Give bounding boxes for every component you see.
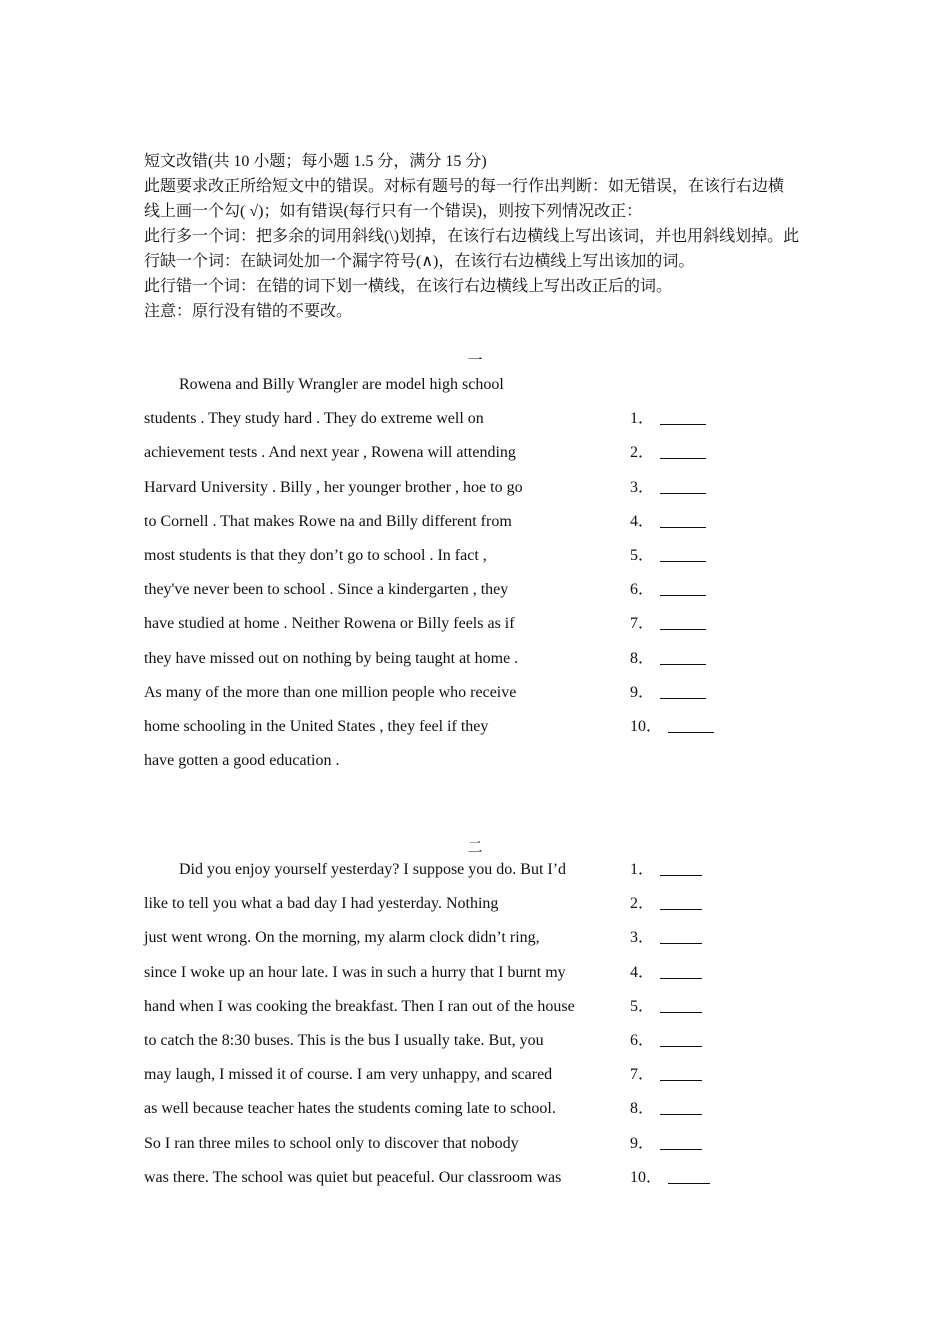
question-number: 10． [630, 717, 663, 735]
passage-line [144, 436, 784, 470]
answer-blank[interactable] [660, 859, 702, 876]
line-text: Harvard University . Billy , her younger brother , hoe to go [144, 478, 523, 496]
answer-slot [630, 1127, 702, 1161]
answer-slot [630, 1092, 702, 1126]
line-text: was there. The school was quiet but peaceful. Our classroom was [144, 1168, 562, 1186]
line-text: So I ran three miles to school only to discover that nobody [144, 1134, 519, 1152]
section-2-mark: 二 [467, 840, 483, 856]
answer-slot [630, 505, 706, 539]
answer-slot [630, 676, 706, 710]
line-text: have gotten a good education . [144, 752, 340, 770]
answer-blank[interactable] [660, 1030, 702, 1047]
question-number: 3． [630, 929, 655, 947]
passage-line [144, 1127, 784, 1161]
question-number: 4． [630, 512, 655, 530]
answer-blank[interactable] [660, 408, 706, 425]
passage-line [144, 744, 784, 778]
line-text: just went wrong. On the morning, my alarm clock didn’t ring, [144, 929, 540, 947]
answer-blank[interactable] [660, 682, 706, 699]
passage-1 [144, 368, 784, 778]
line-text: as well because teacher hates the students coming late to school. [144, 1100, 556, 1118]
answer-blank[interactable] [668, 716, 714, 733]
passage-line [144, 402, 784, 436]
answer-blank[interactable] [660, 579, 706, 596]
answer-slot [630, 607, 706, 641]
passage-line [144, 505, 784, 539]
passage-line [144, 1092, 784, 1126]
instructions-block [144, 149, 814, 324]
answer-slot [630, 1058, 702, 1092]
line-text: have studied at home . Neither Rowena or Billy feels as if [144, 615, 515, 633]
answer-slot [630, 471, 706, 505]
line-text: they have missed out on nothing by being taught at home . [144, 649, 519, 667]
passage-line [144, 573, 784, 607]
passage-line [144, 853, 784, 887]
line-text: As many of the more than one million people who receive [144, 683, 517, 701]
question-number: 7． [630, 1066, 655, 1084]
answer-blank[interactable] [660, 1098, 702, 1115]
question-number: 1． [630, 410, 655, 428]
question-number: 6． [630, 581, 655, 599]
answer-slot [630, 887, 702, 921]
instructions-line: 行缺一个词：在缺词处加一个漏字符号(∧)，在该行右边横线上写出该加的词。 [144, 253, 695, 270]
answer-slot [630, 539, 706, 573]
line-text: Rowena and Billy Wrangler are model high school [179, 376, 504, 393]
answer-slot [630, 956, 702, 990]
answer-slot [630, 921, 702, 955]
line-text: home schooling in the United States , they feel if they [144, 717, 489, 735]
answer-blank[interactable] [660, 893, 702, 910]
question-number: 3． [630, 478, 655, 496]
question-number: 4． [630, 963, 655, 981]
question-number: 7． [630, 615, 655, 633]
line-text: may laugh, I missed it of course. I am very unhappy, and scared [144, 1066, 553, 1084]
answer-blank[interactable] [660, 1064, 702, 1081]
answer-slot [630, 1024, 702, 1058]
answer-blank[interactable] [660, 511, 706, 528]
question-number: 8． [630, 649, 655, 667]
passage-line [144, 607, 784, 641]
answer-blank[interactable] [660, 442, 706, 459]
question-number: 9． [630, 683, 655, 701]
passage-line [144, 368, 784, 402]
line-text: students . They study hard . They do extreme well on [144, 410, 484, 428]
passage-2 [144, 853, 784, 1195]
passage-line [144, 471, 784, 505]
instructions-line: 此题要求改正所给短文中的错误。对标有题号的每一行作出判断：如无错误，在该行右边横 [144, 178, 785, 195]
line-text: hand when I was cooking the breakfast. Then I ran out of the house [144, 997, 575, 1015]
instructions-note: 注意：原行没有错的不要改。 [144, 303, 353, 320]
answer-slot [630, 573, 706, 607]
instructions-line: 此行错一个词：在错的词下划一横线，在该行右边横线上写出改正后的词。 [144, 278, 673, 295]
section-1-mark: 一 [467, 353, 483, 369]
question-number: 5． [630, 997, 655, 1015]
question-number: 10． [630, 1168, 663, 1186]
answer-slot [630, 1161, 710, 1195]
passage-line [144, 956, 784, 990]
passage-line [144, 539, 784, 573]
passage-line [144, 990, 784, 1024]
line-text: most students is that they don’t go to school . In fact , [144, 546, 487, 564]
answer-blank[interactable] [660, 613, 706, 630]
line-text: since I woke up an hour late. I was in such a hurry that I burnt my [144, 963, 566, 981]
passage-line [144, 887, 784, 921]
question-number: 1． [630, 861, 655, 878]
passage-line [144, 1161, 784, 1195]
answer-slot [630, 436, 706, 470]
answer-slot [630, 710, 714, 744]
question-number: 2． [630, 895, 655, 913]
answer-blank[interactable] [660, 996, 702, 1013]
instructions-title: 短文改错(共 10 小题；每小题 1.5 分，满分 15 分) [144, 153, 487, 170]
question-number: 5． [630, 546, 655, 564]
line-text: achievement tests . And next year , Rowena will attending [144, 444, 516, 462]
answer-blank[interactable] [660, 962, 702, 979]
line-text: to catch the 8:30 buses. This is the bus I usually take. But, you [144, 1031, 544, 1049]
line-text: to Cornell . That makes Rowe na and Billy different from [144, 512, 512, 530]
question-number: 8． [630, 1100, 655, 1118]
instructions-line: 线上画一个勾( √)；如有错误(每行只有一个错误)，则按下列情况改正： [144, 203, 643, 220]
answer-slot [630, 853, 702, 887]
answer-slot [630, 402, 706, 436]
answer-blank[interactable] [660, 545, 706, 562]
answer-slot [630, 990, 702, 1024]
line-text: they've never been to school . Since a kindergarten , they [144, 581, 509, 599]
answer-slot [630, 642, 706, 676]
passage-line [144, 676, 784, 710]
answer-blank[interactable] [668, 1167, 710, 1184]
passage-line [144, 710, 784, 744]
line-text: Did you enjoy yourself yesterday? I suppose you do. But I’d [179, 861, 567, 878]
question-number: 2． [630, 444, 655, 462]
answer-blank[interactable] [660, 927, 702, 944]
question-number: 6． [630, 1031, 655, 1049]
instructions-line: 此行多一个词：把多余的词用斜线(\)划掉，在该行右边横线上写出该词，并也用斜线划掉。此 [144, 228, 800, 245]
answer-blank[interactable] [660, 648, 706, 665]
passage-line [144, 1024, 784, 1058]
question-number: 9． [630, 1134, 655, 1152]
passage-line [144, 921, 784, 955]
answer-blank[interactable] [660, 477, 706, 494]
passage-line [144, 1058, 784, 1092]
line-text: like to tell you what a bad day I had yesterday. Nothing [144, 895, 499, 913]
answer-blank[interactable] [660, 1133, 702, 1150]
passage-line [144, 642, 784, 676]
